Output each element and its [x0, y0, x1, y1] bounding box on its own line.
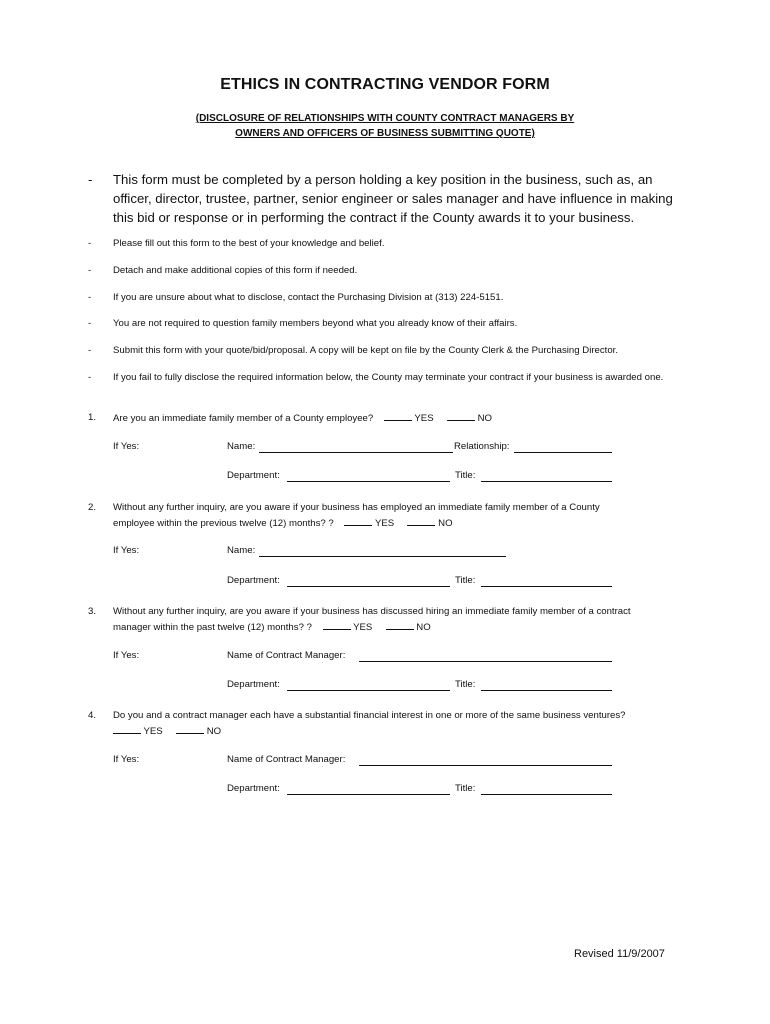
question-1-text: Are you an immediate family member of a County employee? — [113, 413, 374, 424]
title-label: Title: — [455, 679, 476, 690]
department-field[interactable] — [287, 586, 450, 587]
yes-label: YES — [414, 413, 434, 424]
question-number: 1. — [88, 412, 97, 423]
yes-label: YES — [143, 726, 163, 737]
name-label: Name: — [227, 441, 256, 452]
yes-blank[interactable] — [344, 515, 372, 526]
title-label: Title: — [455, 783, 476, 794]
yes-label: YES — [374, 518, 395, 529]
bullet-dash: - — [88, 172, 93, 187]
if-yes-label: If Yes: — [113, 650, 140, 661]
question-3-text-line-1: Without any further inquiry, are you aware if your business has discussed hiring an immediate family member of a contract — [113, 606, 631, 617]
no-label: NO — [416, 622, 431, 633]
question-number: 4. — [88, 710, 97, 721]
name-label: Name: — [227, 545, 256, 556]
name-field[interactable] — [259, 452, 453, 453]
question-3-text-line-2: manager within the past twelve (12) months? ? — [113, 622, 312, 633]
bullet-5-text: Submit this form with your quote/bid/proposal. A copy will be kept on file by the County Clerk & the Purchasing Director. — [113, 345, 618, 356]
no-blank[interactable] — [407, 515, 435, 526]
relationship-label: Relationship: — [454, 441, 510, 452]
department-label: Department: — [227, 470, 280, 481]
form-subtitle — [0, 111, 770, 141]
subtitle-line-2: OWNERS AND OFFICERS OF BUSINESS SUBMITTING QUOTE) — [235, 128, 535, 139]
department-label: Department: — [227, 679, 280, 690]
title-label: Title: — [455, 470, 476, 481]
question-number: 2. — [88, 502, 97, 513]
bullet-4-text: You are not required to question family members beyond what you already know of their affairs. — [113, 318, 518, 329]
department-field[interactable] — [287, 690, 450, 691]
yes-label: YES — [353, 622, 373, 633]
question-2-text-line-2: employee within the previous twelve (12) months? ? — [113, 518, 334, 529]
title-field[interactable] — [481, 586, 612, 587]
form-title: ETHICS IN CONTRACTING VENDOR FORM — [220, 76, 550, 93]
contract-manager-label: Name of Contract Manager: — [227, 754, 346, 765]
question-4-text-line-1: Do you and a contract manager each have a substantial financial interest in one or more of the same business ventures? — [113, 710, 626, 721]
title-label: Title: — [455, 575, 476, 586]
revised-date: Revised 11/9/2007 — [574, 948, 665, 960]
bullet-dash: - — [88, 292, 92, 303]
bullet-main-text: This form must be completed by a person holding a key position in the business, such as, an officer, director, trustee, partner, senior engineer or sales manager and have influence in making this bid or response or in performing the contract if the County awards it to your business. — [113, 172, 673, 225]
bullet-dash: - — [88, 345, 92, 356]
relationship-field[interactable] — [514, 452, 612, 453]
department-label: Department: — [227, 783, 280, 794]
if-yes-label: If Yes: — [113, 545, 140, 556]
question-2-text-line-1: Without any further inquiry, are you aware if your business has employed an immediate family member of a County — [113, 502, 600, 513]
no-blank[interactable] — [386, 619, 414, 630]
question-number: 3. — [88, 606, 97, 617]
name-field[interactable] — [259, 556, 506, 557]
bullet-2-text: Detach and make additional copies of this form if needed. — [113, 265, 358, 276]
title-field[interactable] — [481, 690, 612, 691]
contract-manager-field[interactable] — [359, 661, 612, 662]
no-label: NO — [438, 518, 453, 529]
no-label: NO — [206, 726, 222, 737]
department-field[interactable] — [287, 481, 450, 482]
if-yes-label: If Yes: — [113, 754, 140, 765]
title-field[interactable] — [481, 794, 612, 795]
no-blank[interactable] — [447, 410, 475, 421]
yes-blank[interactable] — [323, 619, 351, 630]
yes-blank[interactable] — [384, 410, 412, 421]
bullet-1-text: Please fill out this form to the best of your knowledge and belief. — [113, 238, 385, 249]
bullet-dash: - — [88, 265, 92, 276]
bullet-dash: - — [88, 238, 92, 249]
title-field[interactable] — [481, 481, 612, 482]
contract-manager-field[interactable] — [359, 765, 612, 766]
bullet-dash: - — [88, 318, 92, 329]
yes-blank[interactable] — [113, 723, 141, 734]
if-yes-label: If Yes: — [113, 441, 140, 452]
subtitle-line-1: (DISCLOSURE OF RELATIONSHIPS WITH COUNTY CONTRACT MANAGERS BY — [195, 113, 575, 124]
department-label: Department: — [227, 575, 280, 586]
department-field[interactable] — [287, 794, 450, 795]
bullet-dash: - — [88, 372, 92, 383]
no-blank[interactable] — [176, 723, 204, 734]
bullet-6-text: If you fail to fully disclose the required information below, the County may terminate your contract if your business is awarded one. — [113, 372, 664, 383]
contract-manager-label: Name of Contract Manager: — [227, 650, 346, 661]
no-label: NO — [477, 413, 492, 424]
bullet-3-text: If you are unsure about what to disclose, contact the Purchasing Division at (313) 224-5151. — [113, 292, 504, 303]
